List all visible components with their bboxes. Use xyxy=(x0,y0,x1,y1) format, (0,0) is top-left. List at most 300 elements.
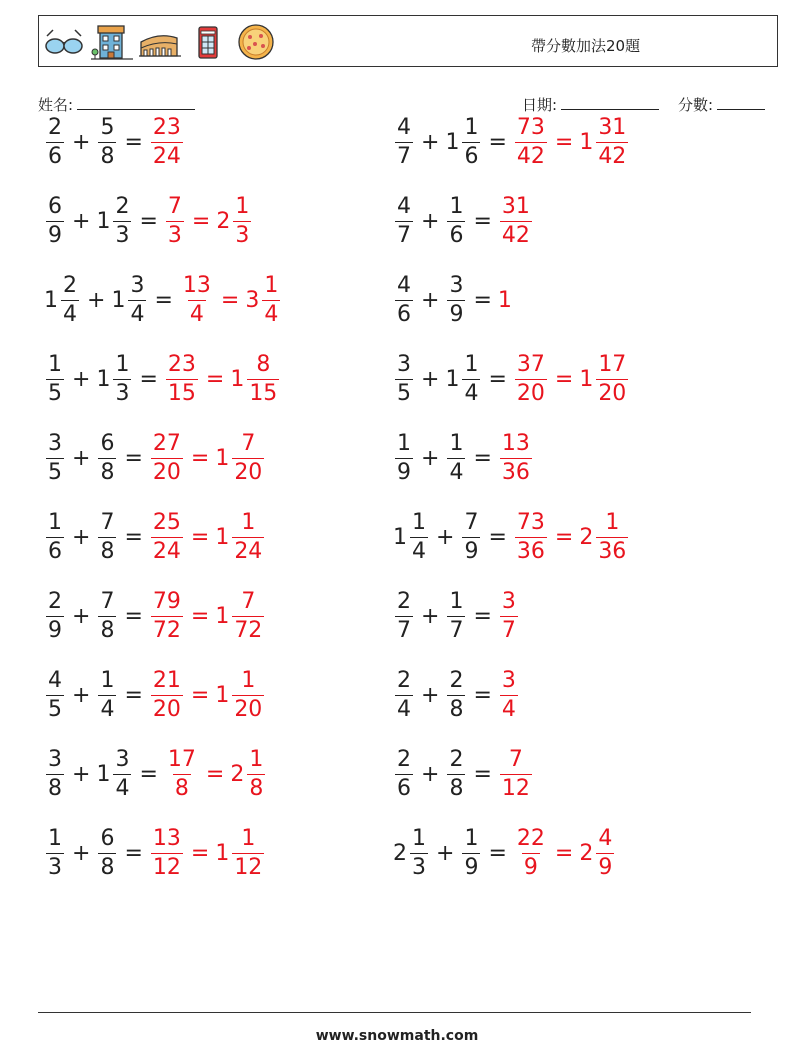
answer xyxy=(498,588,520,643)
plus-sign: + xyxy=(87,287,106,313)
addend-b-denominator: 4 xyxy=(464,380,479,406)
answer-mixed-numerator: 31 xyxy=(598,114,627,140)
problem-row xyxy=(44,346,281,412)
answer-mixed-denominator: 24 xyxy=(234,538,263,564)
addend-b-denominator: 3 xyxy=(115,222,130,248)
answer-mixed-denominator: 20 xyxy=(598,380,627,406)
addend-a-numerator: 1 xyxy=(48,351,62,377)
addend-a-whole: 2 xyxy=(393,840,407,866)
equals-sign: = xyxy=(124,524,143,550)
icon-strip xyxy=(43,21,277,63)
addend-b-denominator: 4 xyxy=(449,459,464,485)
plus-sign: + xyxy=(72,682,91,708)
answer-mixed-fraction xyxy=(232,509,264,564)
addend-b-numerator: 1 xyxy=(464,351,479,377)
addend-a-fraction xyxy=(395,114,413,169)
plus-sign: + xyxy=(72,524,91,550)
addend-a-fraction xyxy=(61,272,79,327)
equals-sign: = xyxy=(554,366,574,392)
problem-row xyxy=(393,267,513,333)
addend-b-denominator: 8 xyxy=(100,459,115,485)
score-blank[interactable] xyxy=(717,94,765,110)
addend-a-numerator: 4 xyxy=(397,114,411,140)
addend-a-fraction xyxy=(46,825,64,880)
addend-a-numerator: 2 xyxy=(48,114,62,140)
addend-a-fraction xyxy=(46,746,64,801)
answer-mixed-denominator: 42 xyxy=(598,143,627,169)
answer-improper-fraction xyxy=(151,825,183,880)
addend-b-fraction xyxy=(447,746,465,801)
answer-improper-fraction xyxy=(151,588,183,643)
answer-improper-fraction xyxy=(151,430,183,485)
addend-a-numerator: 6 xyxy=(48,193,62,219)
answer-mixed-whole: 2 xyxy=(230,761,245,787)
addend-b-fraction xyxy=(98,509,116,564)
problem-row xyxy=(393,820,616,886)
answer-improper-numerator: 21 xyxy=(152,667,181,693)
answer-mixed-fraction xyxy=(232,667,264,722)
addend-a-numerator: 4 xyxy=(397,193,411,219)
equals-sign: = xyxy=(124,445,143,471)
addend-a-numerator: 3 xyxy=(48,746,62,772)
answer-mixed-denominator: 20 xyxy=(234,459,263,485)
problem-row xyxy=(44,267,282,333)
equals-sign: = xyxy=(124,129,143,155)
answer-mixed-whole: 2 xyxy=(579,840,594,866)
answer-improper-denominator: 20 xyxy=(516,380,545,406)
plus-sign: + xyxy=(421,761,440,787)
equals-sign: = xyxy=(554,840,574,866)
addend-b-numerator: 2 xyxy=(449,667,464,693)
addend-b-numerator: 1 xyxy=(464,825,479,851)
addend-b-whole: 1 xyxy=(445,366,460,392)
answer xyxy=(498,746,534,801)
answer-mixed-numerator: 1 xyxy=(241,667,256,693)
addend-a-denominator: 6 xyxy=(397,775,411,801)
answer-mixed-numerator: 1 xyxy=(605,509,620,535)
name-label: 姓名: xyxy=(38,96,74,114)
addend-b-numerator: 7 xyxy=(100,588,115,614)
problem-row xyxy=(44,425,266,491)
plus-sign: + xyxy=(421,366,440,392)
addend-a-fraction xyxy=(395,430,413,485)
answer-improper-denominator: 20 xyxy=(152,696,181,722)
plus-sign: + xyxy=(421,603,440,629)
plus-sign: + xyxy=(421,445,440,471)
answer-improper-numerator: 3 xyxy=(501,667,516,693)
addend-a-denominator: 9 xyxy=(48,222,62,248)
answer-mixed-denominator: 8 xyxy=(249,775,264,801)
addend-b-fraction xyxy=(98,430,116,485)
addend-a-fraction xyxy=(46,509,64,564)
addend-b-denominator: 9 xyxy=(449,301,464,327)
answer-improper-fraction xyxy=(166,746,198,801)
addend-a-fraction xyxy=(46,430,64,485)
equals-sign: = xyxy=(554,129,574,155)
addend-a-denominator: 6 xyxy=(48,538,62,564)
answer-mixed-fraction xyxy=(596,509,628,564)
addend-b-whole: 1 xyxy=(96,208,111,234)
addend-b-denominator: 6 xyxy=(464,143,479,169)
glasses-icon xyxy=(43,22,85,62)
answer-mixed-denominator: 4 xyxy=(264,301,279,327)
addend-a-denominator: 6 xyxy=(48,143,62,169)
addend-b-fraction xyxy=(113,746,131,801)
addend-b-whole: 1 xyxy=(96,366,111,392)
addend-b-numerator: 2 xyxy=(115,193,130,219)
worksheet-title: 帶分數加法20題 xyxy=(531,37,641,55)
answer xyxy=(498,193,534,248)
answer-mixed-denominator: 9 xyxy=(598,854,613,880)
plus-sign: + xyxy=(72,603,91,629)
answer-improper-denominator: 20 xyxy=(152,459,181,485)
answer xyxy=(498,430,534,485)
addend-b-fraction xyxy=(462,351,480,406)
answer-mixed-whole: 2 xyxy=(216,208,231,234)
addend-a-fraction xyxy=(395,351,413,406)
answer-improper-denominator: 42 xyxy=(516,143,545,169)
addend-b-denominator: 9 xyxy=(464,538,479,564)
answer-improper-numerator: 13 xyxy=(182,272,211,298)
answer-improper-denominator: 12 xyxy=(152,854,181,880)
equals-sign: = xyxy=(191,208,211,234)
answer-improper-denominator: 4 xyxy=(501,696,516,722)
addend-b-numerator: 5 xyxy=(100,114,115,140)
answer-improper-numerator: 13 xyxy=(152,825,181,851)
answer-mixed-fraction xyxy=(596,825,614,880)
addend-b-numerator: 2 xyxy=(449,746,464,772)
equals-sign: = xyxy=(473,682,492,708)
plus-sign: + xyxy=(72,366,91,392)
answer-mixed-numerator: 1 xyxy=(241,509,256,535)
answer-mixed-fraction xyxy=(232,588,264,643)
answer-improper-numerator: 22 xyxy=(516,825,545,851)
answer xyxy=(164,351,281,406)
answer-improper-fraction xyxy=(515,509,547,564)
score-label: 分數: xyxy=(678,96,714,114)
worksheet-header xyxy=(38,15,778,67)
addend-a-denominator: 7 xyxy=(397,617,411,643)
answer-improper-denominator: 24 xyxy=(152,143,181,169)
equals-sign: = xyxy=(473,287,492,313)
addend-a-numerator: 2 xyxy=(397,667,411,693)
answer-improper-denominator: 8 xyxy=(174,775,189,801)
addend-b-numerator: 1 xyxy=(115,351,130,377)
addend-b-fraction xyxy=(447,272,465,327)
answer-improper-fraction xyxy=(166,193,184,248)
equals-sign: = xyxy=(205,366,225,392)
equals-sign: = xyxy=(190,840,210,866)
answer-mixed-whole: 1 xyxy=(215,682,230,708)
addend-b-numerator: 1 xyxy=(449,430,464,456)
building-icon xyxy=(91,22,133,62)
addend-a-numerator: 1 xyxy=(412,509,426,535)
plus-sign: + xyxy=(72,208,91,234)
answer xyxy=(179,272,282,327)
equals-sign: = xyxy=(488,129,507,155)
answer-mixed-fraction xyxy=(262,272,280,327)
answer-improper-denominator: 12 xyxy=(501,775,530,801)
answer-mixed-numerator: 1 xyxy=(241,825,256,851)
addend-b-whole: 1 xyxy=(96,761,111,787)
plus-sign: + xyxy=(436,840,455,866)
addend-b-denominator: 8 xyxy=(449,775,464,801)
addend-b-whole: 1 xyxy=(111,287,126,313)
addend-b-fraction xyxy=(98,825,116,880)
addend-b-fraction xyxy=(113,193,131,248)
addend-a-whole: 1 xyxy=(44,287,58,313)
footer-url: www.snowmath.com xyxy=(315,1028,479,1044)
answer-improper-numerator: 31 xyxy=(501,193,530,219)
answer-improper-fraction xyxy=(515,825,547,880)
problem-row xyxy=(44,820,266,886)
answer-improper-numerator: 7 xyxy=(508,746,523,772)
answer-mixed-denominator: 36 xyxy=(598,538,627,564)
equals-sign: = xyxy=(190,524,210,550)
equals-sign: = xyxy=(124,603,143,629)
answer-mixed-denominator: 72 xyxy=(234,617,263,643)
addend-b-denominator: 8 xyxy=(100,617,115,643)
answer-mixed-whole: 3 xyxy=(245,287,260,313)
answer-improper-fraction xyxy=(151,114,183,169)
addend-b-numerator: 7 xyxy=(100,509,115,535)
addend-b-fraction xyxy=(113,351,131,406)
answer-mixed-fraction xyxy=(596,351,628,406)
addend-a-denominator: 3 xyxy=(48,854,62,880)
answer-improper-numerator: 37 xyxy=(516,351,545,377)
answer-mixed-numerator: 4 xyxy=(598,825,613,851)
addend-b-denominator: 3 xyxy=(115,380,130,406)
addend-a-denominator: 9 xyxy=(397,459,411,485)
addend-b-denominator: 7 xyxy=(449,617,464,643)
answer-mixed-denominator: 12 xyxy=(234,854,263,880)
problem-row xyxy=(393,188,534,254)
addend-a-denominator: 8 xyxy=(48,775,62,801)
answer-mixed-fraction xyxy=(232,825,264,880)
problem-row xyxy=(393,346,630,412)
answer-mixed-numerator: 1 xyxy=(249,746,264,772)
equals-sign: = xyxy=(154,287,173,313)
problem-row xyxy=(44,504,266,570)
addend-b-denominator: 8 xyxy=(100,143,115,169)
score-field xyxy=(678,94,765,115)
answer-improper-numerator: 13 xyxy=(501,430,530,456)
addend-a-numerator: 4 xyxy=(397,272,411,298)
addend-a-denominator: 3 xyxy=(412,854,426,880)
addend-b-numerator: 3 xyxy=(130,272,145,298)
addend-a-fraction xyxy=(395,746,413,801)
answer xyxy=(164,193,253,248)
equals-sign: = xyxy=(190,445,210,471)
equals-sign: = xyxy=(488,524,507,550)
answer xyxy=(149,588,266,643)
addend-a-numerator: 1 xyxy=(48,825,62,851)
addend-b-numerator: 1 xyxy=(464,114,479,140)
answer-improper-denominator: 72 xyxy=(152,617,181,643)
addend-b-numerator: 1 xyxy=(100,667,115,693)
addend-a-denominator: 5 xyxy=(48,380,62,406)
date-blank[interactable] xyxy=(561,94,659,110)
answer-improper-fraction xyxy=(151,509,183,564)
answer-improper-numerator: 7 xyxy=(167,193,182,219)
addend-a-numerator: 2 xyxy=(397,746,411,772)
addend-a-fraction xyxy=(46,351,64,406)
addend-a-fraction xyxy=(395,588,413,643)
addend-b-whole: 1 xyxy=(445,129,460,155)
addend-b-denominator: 8 xyxy=(449,696,464,722)
answer-mixed-whole: 1 xyxy=(230,366,245,392)
addend-a-fraction xyxy=(46,114,64,169)
problem-row xyxy=(44,741,267,807)
addend-a-denominator: 9 xyxy=(48,617,62,643)
addend-b-fraction xyxy=(447,667,465,722)
addend-b-fraction xyxy=(98,114,116,169)
addend-b-fraction xyxy=(447,588,465,643)
addend-b-numerator: 1 xyxy=(449,193,464,219)
answer-improper-denominator: 15 xyxy=(167,380,196,406)
answer-mixed-denominator: 20 xyxy=(234,696,263,722)
addend-b-denominator: 8 xyxy=(100,854,115,880)
phone-booth-icon xyxy=(187,22,229,62)
answer-mixed-fraction xyxy=(233,193,251,248)
addend-b-denominator: 8 xyxy=(100,538,115,564)
equals-sign: = xyxy=(473,603,492,629)
answer-improper-numerator: 23 xyxy=(167,351,196,377)
answer-mixed-whole: 1 xyxy=(215,840,230,866)
answer-improper-fraction xyxy=(500,193,532,248)
addend-a-numerator: 1 xyxy=(397,430,411,456)
addend-a-numerator: 1 xyxy=(48,509,62,535)
answer-improper-denominator: 42 xyxy=(501,222,530,248)
answer-mixed-whole: 1 xyxy=(215,603,230,629)
answer xyxy=(498,667,520,722)
equals-sign: = xyxy=(473,761,492,787)
answer-mixed-numerator: 1 xyxy=(235,193,250,219)
addend-b-denominator: 4 xyxy=(115,775,130,801)
equals-sign: = xyxy=(473,445,492,471)
addend-a-denominator: 4 xyxy=(412,538,426,564)
answer-improper-numerator: 27 xyxy=(152,430,181,456)
answer-mixed-numerator: 8 xyxy=(256,351,271,377)
answer-improper-fraction xyxy=(515,114,547,169)
answer-mixed-numerator: 1 xyxy=(264,272,279,298)
equals-sign: = xyxy=(205,761,225,787)
answer-mixed-numerator: 17 xyxy=(598,351,627,377)
colosseum-icon xyxy=(139,22,181,62)
answer-mixed-fraction xyxy=(596,114,628,169)
answer-improper-denominator: 9 xyxy=(523,854,538,880)
plus-sign: + xyxy=(421,129,440,155)
addend-b-fraction xyxy=(447,430,465,485)
problem-row xyxy=(393,504,630,570)
answer xyxy=(149,825,266,880)
answer-improper-denominator: 36 xyxy=(501,459,530,485)
answer-improper-fraction xyxy=(500,430,532,485)
addend-b-numerator: 6 xyxy=(100,430,115,456)
equals-sign: = xyxy=(190,603,210,629)
addend-b-fraction xyxy=(98,588,116,643)
answer-mixed-whole: 1 xyxy=(579,366,594,392)
answer-mixed-fraction xyxy=(247,351,279,406)
plus-sign: + xyxy=(421,682,440,708)
answer xyxy=(164,746,267,801)
addend-b-denominator: 6 xyxy=(449,222,464,248)
addend-b-denominator: 4 xyxy=(130,301,145,327)
answer-improper-fraction xyxy=(500,746,532,801)
answer-mixed-whole: 1 xyxy=(579,129,594,155)
plus-sign: + xyxy=(72,129,91,155)
plus-sign: + xyxy=(72,840,91,866)
addend-a-whole: 1 xyxy=(393,524,407,550)
plus-sign: + xyxy=(72,761,91,787)
addend-b-denominator: 9 xyxy=(464,854,479,880)
answer-improper-fraction xyxy=(500,667,518,722)
plus-sign: + xyxy=(421,287,440,313)
plus-sign: + xyxy=(421,208,440,234)
pizza-icon xyxy=(235,22,277,62)
addend-a-fraction xyxy=(46,193,64,248)
addend-a-numerator: 3 xyxy=(397,351,411,377)
problem-row xyxy=(44,662,266,728)
answer-mixed-numerator: 7 xyxy=(241,588,256,614)
answer-improper-numerator: 23 xyxy=(152,114,181,140)
addend-a-fraction xyxy=(395,667,413,722)
addend-b-fraction xyxy=(462,825,480,880)
name-blank[interactable] xyxy=(77,94,195,110)
problem-row xyxy=(393,109,630,175)
addend-a-fraction xyxy=(46,588,64,643)
problem-row xyxy=(393,583,520,649)
problem-row xyxy=(44,188,253,254)
addend-b-fraction xyxy=(98,667,116,722)
addend-b-fraction xyxy=(447,193,465,248)
answer-improper-fraction xyxy=(166,351,198,406)
addend-a-fraction xyxy=(46,667,64,722)
addend-a-fraction xyxy=(410,825,428,880)
answer-improper-numerator: 25 xyxy=(152,509,181,535)
addend-b-numerator: 1 xyxy=(449,588,464,614)
addend-b-fraction xyxy=(462,509,480,564)
answer-mixed-whole: 2 xyxy=(579,524,594,550)
answer-improper-numerator: 3 xyxy=(501,588,516,614)
answer-improper-denominator: 7 xyxy=(501,617,516,643)
footer-divider xyxy=(38,1012,751,1013)
answer-improper-fraction xyxy=(500,588,518,643)
answer-mixed-denominator: 15 xyxy=(249,380,278,406)
answer-improper-numerator: 73 xyxy=(516,509,545,535)
answer-mixed-numerator: 7 xyxy=(241,430,256,456)
addend-a-denominator: 5 xyxy=(48,696,62,722)
problem-row xyxy=(393,741,534,807)
answer-mixed-fraction xyxy=(247,746,265,801)
equals-sign: = xyxy=(124,682,143,708)
answer-mixed-fraction xyxy=(232,430,264,485)
equals-sign: = xyxy=(220,287,240,313)
addend-a-denominator: 5 xyxy=(397,380,411,406)
addend-a-denominator: 5 xyxy=(48,459,62,485)
equals-sign: = xyxy=(139,366,158,392)
addend-a-denominator: 7 xyxy=(397,222,411,248)
addend-a-numerator: 2 xyxy=(397,588,411,614)
addend-a-denominator: 7 xyxy=(397,143,411,169)
answer-improper-denominator: 4 xyxy=(189,301,204,327)
answer xyxy=(513,509,630,564)
answer-mixed-whole: 1 xyxy=(215,445,230,471)
equals-sign: = xyxy=(554,524,574,550)
answer xyxy=(149,667,266,722)
plus-sign: + xyxy=(436,524,455,550)
answer-mixed-denominator: 3 xyxy=(235,222,250,248)
